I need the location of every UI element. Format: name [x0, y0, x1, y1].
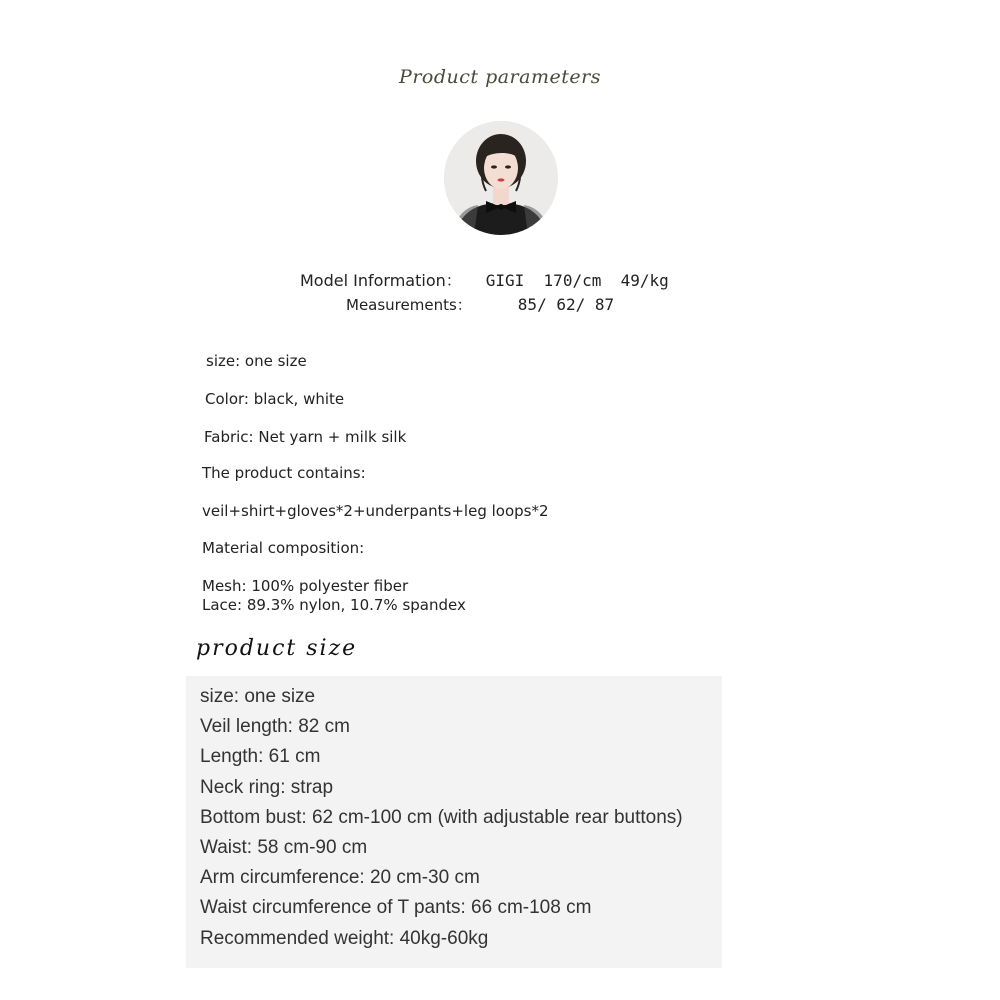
size-item: Length: 61 cm [200, 746, 321, 768]
size-item: Waist circumference of T pants: 66 cm-108 cm [200, 897, 592, 919]
spec-contains-label: The product contains: [202, 464, 366, 482]
size-item: Recommended weight: 40kg-60kg [200, 927, 489, 949]
measurements-label: Measurements： [346, 296, 472, 314]
size-table [186, 676, 722, 968]
spec-size: size: one size [206, 352, 307, 370]
product-parameters-title: Product parameters [399, 66, 601, 88]
size-item: Arm circumference: 20 cm-30 cm [200, 867, 480, 889]
spec-lace: Lace: 89.3% nylon, 10.7% spandex [202, 596, 466, 614]
spec-material-label: Material composition: [202, 539, 365, 557]
size-item: Waist: 58 cm-90 cm [200, 836, 368, 858]
model-information [300, 268, 669, 291]
model-info-value: GIGI 170/cm 49/kg [485, 271, 669, 290]
model-avatar [444, 121, 558, 235]
spec-contains-value: veil+shirt+gloves*2+underpants+leg loops*2 [202, 502, 549, 520]
spec-color: Color: black, white [205, 390, 345, 408]
model-portrait-image [444, 121, 558, 235]
model-measurements [346, 294, 614, 315]
size-list [186, 676, 722, 958]
product-size-title: product size [196, 636, 358, 661]
size-item: Neck ring: strap [200, 776, 334, 798]
measurements-value: 85/ 62/ 87 [517, 295, 615, 314]
size-item: Bottom bust: 62 cm-100 cm (with adjustable rear buttons) [200, 806, 683, 828]
size-item: size: one size [200, 686, 316, 707]
spec-mesh: Mesh: 100% polyester fiber [202, 577, 409, 595]
size-item: Veil length: 82 cm [200, 716, 350, 738]
spec-fabric: Fabric: Net yarn + milk silk [204, 428, 407, 446]
model-info-label: Model Information： [300, 271, 462, 290]
